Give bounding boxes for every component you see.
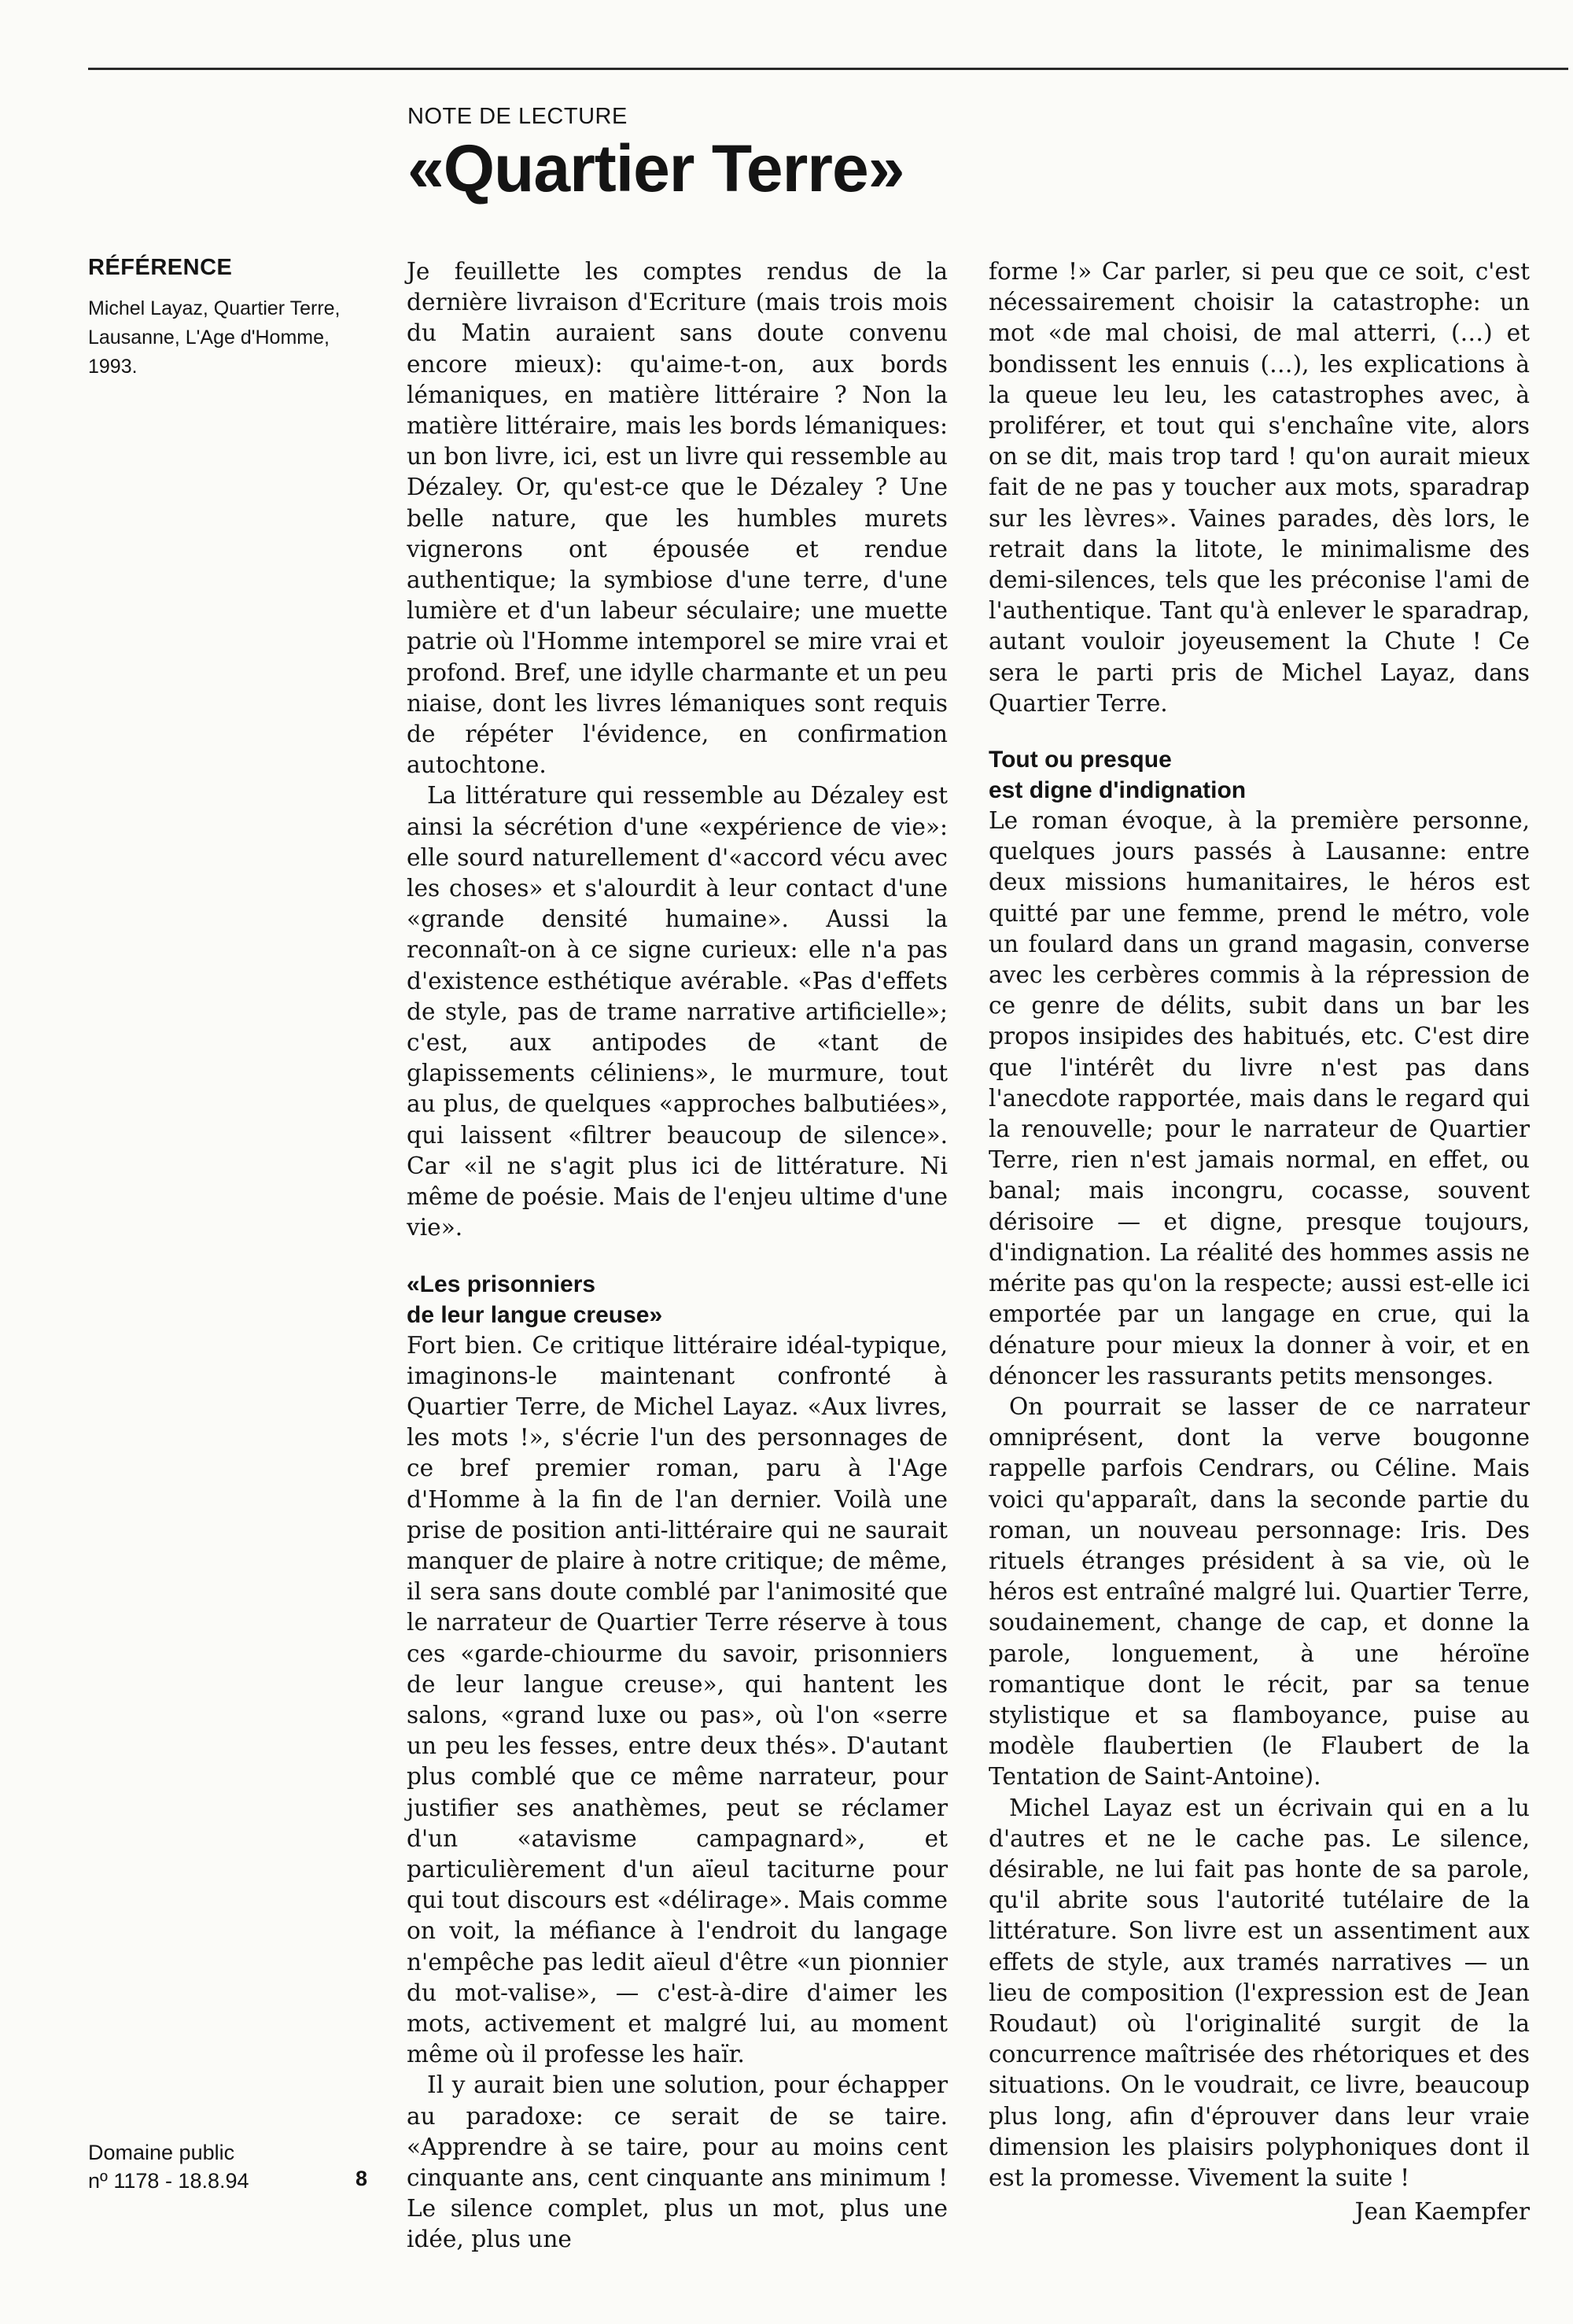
issue-info: nº 1178 - 18.8.94	[88, 2169, 249, 2193]
article-column-2	[989, 256, 1530, 2227]
subheading-line: de leur langue creuse»	[407, 1301, 663, 1328]
article-column-1	[407, 256, 948, 2256]
subheading	[989, 744, 1530, 806]
page-number: 8	[355, 2167, 368, 2190]
top-rule	[88, 68, 1568, 70]
paragraph: Je feuillette les comptes rendus de la dernière livraison d'Ecriture (mais trois mois du Matin auraient sans doute convenu encore mieux): qu'aime-t-on, aux bords lémaniques, en matière littéraire ? Non la matière littéraire, mais les bords lémaniques: un bon livre, ici, est un livre qui ressemble au Dézaley. Or, qu'est-ce que le Dézaley ? Une belle nature, que les humbles murets vignerons ont épousée et rendue authentique; la symbiose d'une terre, d'une lumière et d'un labeur séculaire; une muette patrie où l'Homme intemporel se mire vrai et profond. Bref, une idylle charmante et un peu niaise, dont les livres lémaniques sont requis de répéter l'évidence, en confirmation autochtone.	[407, 258, 948, 779]
article-title: «Quartier Terre»	[407, 131, 904, 205]
reference-text: Michel Layaz, Quartier Terre, Lausanne, L'Age d'Homme, 1993.	[88, 297, 341, 378]
subheading-line: «Les prisonniers	[407, 1271, 596, 1297]
author-signature: Jean Kaempfer	[1354, 2198, 1530, 2226]
subheading-line: est digne d'indignation	[989, 777, 1247, 804]
paragraph: La littérature qui ressemble au Dézaley est ainsi la sécrétion d'une «expérience de vie»: elle sourd naturellement d'«accord vécu avec les choses» et s'alourdit à leur contact d'une «grande densité humaine». Aussi la reconnaît-on à ce signe curieux: elle n'a pas d'existence esthétique avérable. «Pas d'effets de style, pas de trame narrative artificielle»; c'est, aux antipodes de «tant de glapissements céliniens», le murmure, tout au plus, de quelques «approches balbutiées», qui laissent «filtrer beaucoup de silence». Car «il ne s'agit plus ici de littérature. Ni même de poésie. Mais de l'enjeu ultime d'une vie».	[407, 782, 948, 1241]
paragraph: On pourrait se lasser de ce narrateur omniprésent, dont la verve bougonne rappelle parfois Cendrars, ou Céline. Mais voici qu'apparaît, dans la seconde partie du roman, un nouveau personnage: Iris. Des rituels étranges président à sa vie, où le héros est entraîné malgré lui. Quartier Terre, soudainement, change de cap, et donne la parole, longuement, à une héroïne romantique dont le récit, par sa tenue stylistique et sa flamboyance, puise au modèle flaubertien (le Flaubert de la Tentation de Saint-Antoine).	[989, 1393, 1530, 1791]
paragraph: Michel Layaz est un écrivain qui en a lu d'autres et ne le cache pas. Le silence, désirable, ne lui fait pas honte de sa parole, qu'il abrite sous l'autorité tutélaire de la littérature. Son livre est un assentiment aux effets de style, aux tramés narratives — un lieu de composition (l'expression est de Jean Roudaut) où l'originalité surgit de la concurrence maîtrisée des rhétoriques et des situations. On le voudrait, ce livre, beaucoup plus long, afin d'éprouver dans leur vraie dimension les plaisirs polyphoniques dont il est la promesse. Vivement la suite !	[989, 1794, 1530, 2191]
paragraph: Il y aurait bien une solution, pour échapper au paradoxe: ce serait de se taire. «Apprendre à se taire, pour au moins cent cinquante ans, cent cinquante ans minimum ! Le silence complet, plus un mot, plus une idée, plus une	[407, 2071, 948, 2253]
paragraph: forme !» Car parler, si peu que ce soit, c'est nécessairement choisir la catastrophe: un mot «de mal choisi, de mal atterri, (…) et bondissent les ennuis (…), les explications à la queue leu leu, les catastrophes avec, à proliférer, et tout qui s'enchaîne vite, alors on se dit, mais trop tard ! qu'on aurait mieux fait de ne pas y toucher aux mots, sparadrap sur les lèvres». Vaines parades, dès lors, le retrait dans la litote, le minimalisme des demi-silences, tels que les préconise l'ami de l'authentique. Tant qu'à enlever le sparadrap, autant vouloir joyeusement la Chute ! Ce sera le parti pris de Michel Layaz, dans Quartier Terre.	[989, 258, 1530, 717]
subheading-line: Tout ou presque	[989, 747, 1172, 773]
publication-name: Domaine public	[88, 2141, 235, 2164]
paragraph: Fort bien. Ce critique littéraire idéal-typique, imaginons-le maintenant confronté à Quartier Terre, de Michel Layaz. «Aux livres, les mots !», s'écrie l'un des personnages de ce bref premier roman, paru à l'Age d'Homme à la fin de l'an dernier. Voilà une prise de position anti-littéraire qui ne saurait manquer de plaire à notre critique; de même, il sera sans doute comblé par l'animosité que le narrateur de Quartier Terre réserve à tous ces «garde-chiourme du savoir, prisonniers de leur langue creuse», qui hantent les salons, «grand luxe ou pas», où l'on «serre un peu les fesses, entre deux thés». D'autant plus comblé que ce même narrateur, pour justifier ses anathèmes, peut se réclamer d'un «atavisme campagnard», et particulièrement d'un aïeul taciturne pour qui tout discours est «délirage». Mais comme on voit, la méfiance à l'endroit du langage n'empêche pas ledit aïeul d'être «un pionnier du mot-valise», — c'est-à-dire d'aimer les mots, activement et malgré lui, au moment même où il professe les haïr.	[407, 1331, 948, 2068]
reference-heading: RÉFÉRENCE	[88, 255, 233, 280]
subheading	[407, 1269, 948, 1330]
page-footer	[88, 2138, 355, 2195]
section-kicker: NOTE DE LECTURE	[407, 104, 628, 129]
paragraph: Le roman évoque, à la première personne, quelques jours passés à Lausanne: entre deux missions humanitaires, le héros est quitté par une femme, prend le métro, vole un foulard dans un grand magasin, converse avec les cerbères commis à la répression de ce genre de délits, subit dans un bar les propos insipides des habitués, etc. C'est dire que l'intérêt du livre n'est pas dans l'anecdote rapportée, mais dans le regard qui la renouvelle; pour le narrateur de Quartier Terre, rien n'est jamais normal, en effet, ou banal; mais incongru, cocasse, souvent dérisoire — et digne, presque toujours, d'indignation. La réalité des hommes assis ne mérite pas qu'on la respecte; aussi est-elle ici emportée par un langage en crue, qui la dénature pour mieux la donner à voir, et en dénoncer les rassurants petits mensonges.	[989, 807, 1530, 1389]
